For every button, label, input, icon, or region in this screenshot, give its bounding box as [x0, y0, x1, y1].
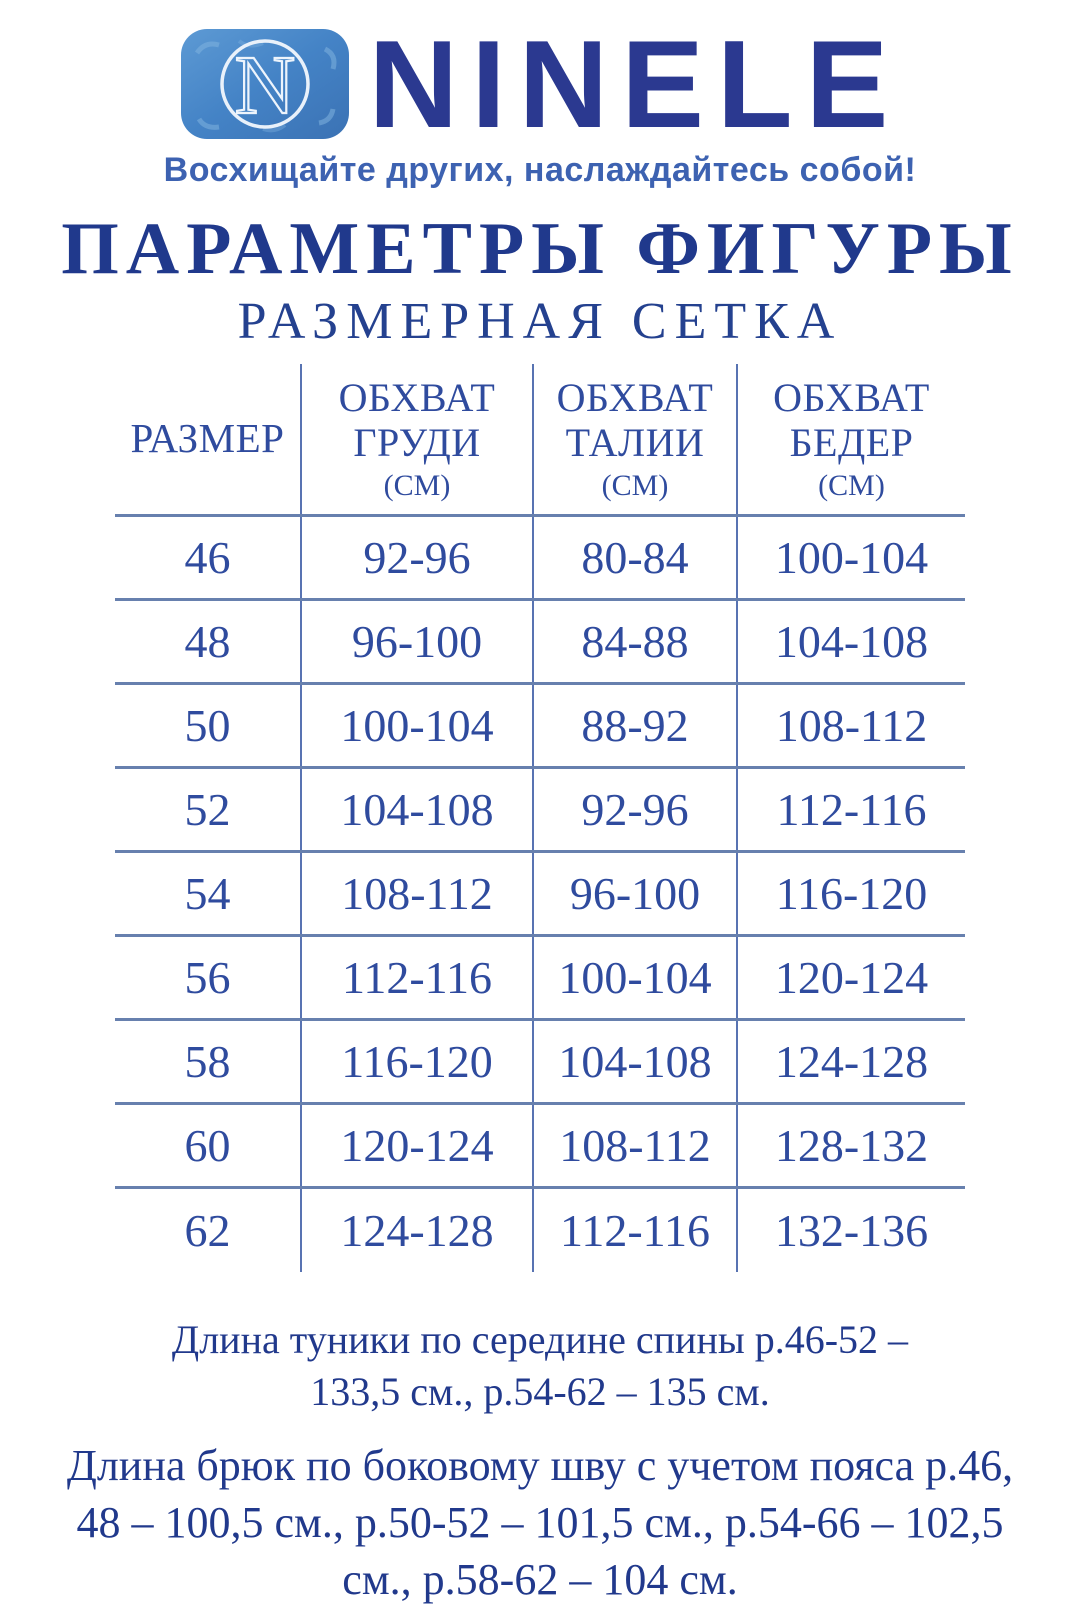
measurement-value: 96-100 — [301, 600, 533, 684]
measurement-value: 100-104 — [301, 684, 533, 768]
measurement-value: 124-128 — [737, 1020, 965, 1104]
size-value: 60 — [184, 1120, 231, 1171]
measurement-value: 108-112 — [737, 684, 965, 768]
logo-letter: N — [234, 39, 295, 132]
measurement-value: 108-112 — [301, 852, 533, 936]
size-value: 50 — [184, 700, 231, 751]
size-value: 62 — [184, 1204, 231, 1256]
size-value: 54 — [184, 868, 231, 919]
measurement-value: 116-120 — [301, 1020, 533, 1104]
table-row — [115, 684, 965, 768]
measurement-value: 112-116 — [301, 936, 533, 1020]
size-table — [115, 364, 965, 1272]
brand-tagline: Восхищайте других, наслаждайтесь собой! — [163, 151, 917, 189]
column-title: ОБХВАТ БЕДЕР — [773, 375, 930, 465]
column-title: РАЗМЕР — [130, 415, 285, 462]
size-value: 56 — [184, 952, 231, 1003]
measurement-value: 88-92 — [533, 684, 737, 768]
measurement-value: 120-124 — [737, 936, 965, 1020]
table-row — [115, 1104, 965, 1188]
column-header-hips — [737, 364, 965, 516]
measurement-value: 104-108 — [737, 600, 965, 684]
tunic-length-note: Длина туники по середине спины р.46-52 – 133,5 см., р.54-62 – 135 см. — [171, 1316, 909, 1415]
measurement-value: 120-124 — [301, 1104, 533, 1188]
page-title: ПАРАМЕТРЫ ФИГУРЫ — [61, 208, 1019, 290]
measurement-value: 92-96 — [533, 768, 737, 852]
brand-header — [0, 16, 1080, 190]
column-header-chest — [301, 364, 533, 516]
table-row — [115, 1020, 965, 1104]
table-header-row — [115, 364, 965, 516]
measurement-value: 132-136 — [737, 1188, 965, 1272]
measurement-value: 100-104 — [737, 516, 965, 600]
column-header-waist — [533, 364, 737, 516]
measurement-value: 112-116 — [533, 1188, 737, 1272]
brand-wordmark: NINELE — [368, 16, 902, 154]
brand-lockup — [0, 16, 1080, 154]
table-row — [115, 516, 965, 600]
measurement-value: 100-104 — [533, 936, 737, 1020]
table-row — [115, 852, 965, 936]
measurement-value: 96-100 — [533, 852, 737, 936]
measurement-value: 128-132 — [737, 1104, 965, 1188]
size-value: 48 — [184, 616, 231, 667]
measurement-value: 124-128 — [301, 1188, 533, 1272]
page-subtitle: РАЗМЕРНАЯ СЕТКА — [237, 293, 843, 350]
measurement-value: 104-108 — [533, 1020, 737, 1104]
measurement-value: 108-112 — [533, 1104, 737, 1188]
size-value: 52 — [184, 784, 231, 835]
size-value: 58 — [184, 1036, 231, 1087]
measurement-value: 112-116 — [737, 768, 965, 852]
column-title: ОБХВАТ ТАЛИИ — [556, 375, 714, 465]
notes-section — [0, 1314, 1080, 1609]
column-header-size — [115, 364, 301, 516]
table-row — [115, 600, 965, 684]
measurement-value: 92-96 — [301, 516, 533, 600]
measurement-value: 104-108 — [301, 768, 533, 852]
measurement-value: 116-120 — [737, 852, 965, 936]
table-row — [115, 1188, 965, 1272]
measurement-value: 84-88 — [533, 600, 737, 684]
measurement-value: 80-84 — [533, 516, 737, 600]
column-unit-label: (СМ) — [601, 468, 669, 502]
column-title: ОБХВАТ ГРУДИ — [338, 375, 496, 465]
table-row — [115, 768, 965, 852]
trousers-length-note: Длина брюк по боковому шву с учетом пояса р.46, 48 – 100,5 см., р.50-52 – 101,5 см., р.54-66 – 102,5 см., р.58-62 – 104 см. — [66, 1441, 1014, 1605]
size-value: 46 — [184, 532, 231, 583]
column-unit-label: (СМ) — [818, 468, 885, 502]
ninele-monogram-icon — [179, 27, 351, 141]
table-row — [115, 936, 965, 1020]
column-unit-label: (СМ) — [383, 468, 451, 502]
